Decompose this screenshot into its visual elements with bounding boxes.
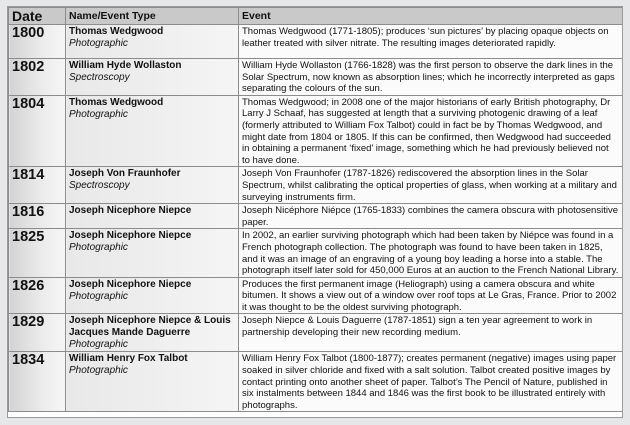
row-name-cell [66,25,239,59]
row-name: Joseph Von Fraunhofer [69,168,181,180]
table-row [9,59,623,96]
row-type: Spectroscopy [69,180,130,192]
row-name-cell [66,352,239,412]
row-name: William Hyde Wollaston [69,60,182,71]
table-row [9,95,623,167]
row-date: 1804 [9,95,66,167]
table-row [9,25,623,59]
timeline-table [8,7,623,412]
row-name-cell [66,95,239,167]
row-event: William Henry Fox Talbot (1800-1877); creates permanent (negative) images using paper soaked in silver chloride and fixed with a salt solution. Talbot created positive images by contact printing onto another sheet of paper. Talbot’s The Pencil of Nature, published in six instalments between 1844 and 1846 was the first book to be illustrated entirely with photographs. [239,352,623,412]
row-name-cell [66,277,239,314]
row-type: Spectroscopy [69,72,130,83]
row-event: Joseph Von Fraunhofer (1787-1826) rediscovered the absorption lines in the Solar Spectrum, whilst calibrating the optical properties of glass, when working at a military and surveying instruments firm. [239,167,623,204]
row-name: Thomas Wedgwood [69,26,164,37]
table-row [9,204,623,229]
row-event: William Hyde Wollaston (1766-1828) was the first person to observe the dark lines in the Solar Spectrum, now known as absorption lines; which he incorrectly interpreted as gaps separating the colours of the sun. [239,59,623,96]
row-date: 1800 [9,25,66,59]
row-event: In 2002, an earlier surviving photograph which had been taken by Niépce was found in a French photograph collection. The photograph was found to have been taken in 1825, and it was an image of an engraving of a young boy leading a horse into a stable. The photograph itself later sold for 450,000 Euros at an auction to the French National Library. [239,229,623,277]
row-name-cell [66,59,239,96]
timeline-document [7,6,623,418]
row-event: Joseph Niepce & Louis Daguerre (1787-1851) sign a ten year agreement to work in partnership developing their new recording medium. [239,314,623,352]
row-name: Joseph Nicephore Niepce & Louis Jacques Mande Daguerre [69,315,231,339]
header-name-event-type: Name/Event Type [66,8,239,25]
row-type: Photographic [69,242,128,254]
row-type: Photographic [69,38,128,49]
row-name-cell [66,229,239,277]
row-type: Photographic [69,290,128,302]
row-date: 1834 [9,352,66,412]
row-name: Thomas Wedgwood [69,96,164,108]
row-name: Joseph Nicephore Niepce [69,205,192,217]
header-date: Date [9,8,66,25]
row-name: Joseph Nicephore Niepce [69,278,192,290]
row-event: Thomas Wedgwood (1771-1805); produces ‘sun pictures’ by placing opaque objects on leather treated with silver nitrate. The resulting images deteriorated rapidly. [239,25,623,59]
table-row [9,314,623,352]
table-row [9,352,623,412]
row-type: Photographic [69,365,128,377]
table-row [9,277,623,314]
row-name-cell [66,167,239,204]
table-row [9,167,623,204]
row-name: William Henry Fox Talbot [69,353,188,365]
row-name-cell [66,314,239,352]
row-name: Joseph Nicephore Niepce [69,230,192,242]
row-date: 1829 [9,314,66,352]
row-date: 1826 [9,277,66,314]
row-type: Photographic [69,339,128,351]
row-date: 1825 [9,229,66,277]
row-type: Photographic [69,108,128,120]
row-date: 1814 [9,167,66,204]
table-row [9,229,623,277]
table-header-row [9,8,623,25]
row-event: Joseph Nicéphore Niépce (1765-1833) combines the camera obscura with photosensitive paper. [239,204,623,229]
header-event: Event [239,8,623,25]
row-name-cell [66,204,239,229]
row-date: 1802 [9,59,66,96]
row-event: Produces the first permanent image (Heliograph) using a camera obscura and white bitumen. It shows a view out of a window over roof tops at Le Gras, France. Prior to 2002 it was thought to be the oldest surviving photograph. [239,277,623,314]
row-event: Thomas Wedgwood; in 2008 one of the major historians of early British photography, Dr Larry J Schaaf, has suggested at length that a surviving photogenic drawing of a leaf (formerly attributed to William Fox Talbot) could in fact be by Thomas Wedgwood, and might date from 1804 or 1805. If this can be confirmed, then Wedgwood had succeeded in obtaining a permanent ‘fixed’ image, something which he had previously believed not to have done. [239,95,623,167]
row-date: 1816 [9,204,66,229]
